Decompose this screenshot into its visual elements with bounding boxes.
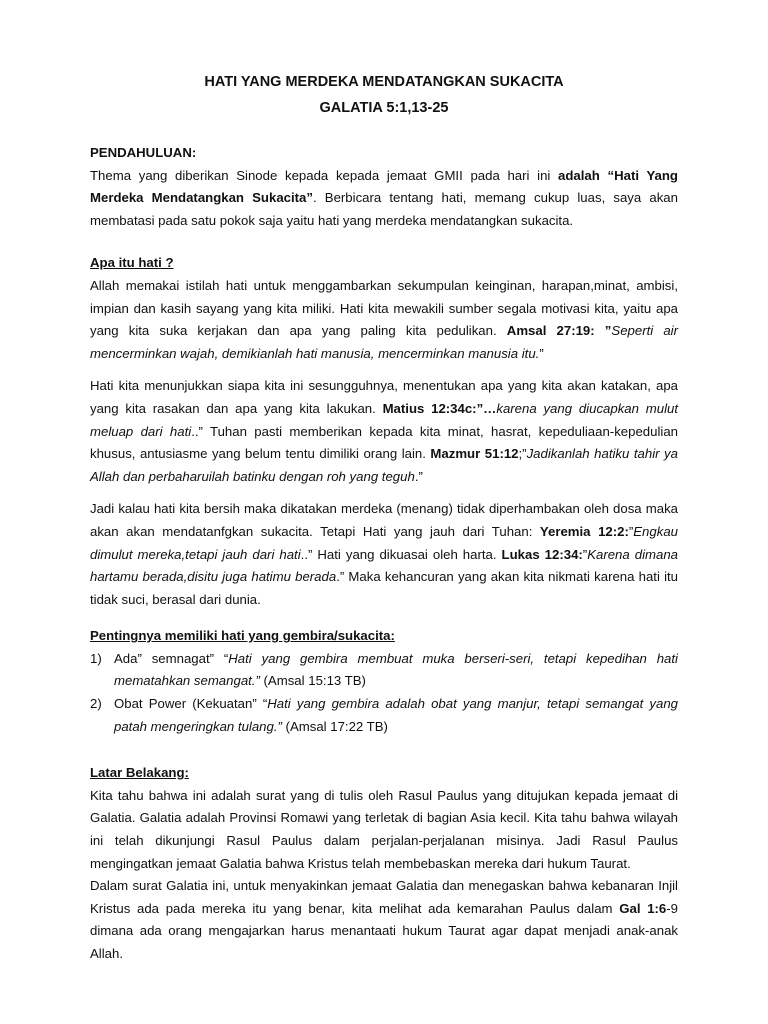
- pentingnya-section: [90, 625, 678, 738]
- intro-paragraph: [90, 165, 678, 233]
- text: Hati kita menunjukkan siapa kita ini sesungguhnya, menentukan apa yang kita akan katakan, apa yang kita rasakan dan apa yang kita lakukan.: [90, 378, 678, 416]
- apa-paragraph-3: [90, 498, 678, 611]
- verse-ref-yeremia-12: Yeremia 12:2:: [539, 523, 629, 539]
- scripture-reference: GALATIA 5:1,13-25: [319, 100, 449, 116]
- latar-paragraph-1: Kita tahu bahwa ini adalah surat yang di tulis oleh Rasul Paulus yang ditujukan kepada jemaat di Galatia. Galatia adalah Provinsi Romawi yang terletak di bagian Asia kecil. Kita tahu bahwa wilayah ini telah dikunjungi Rasul Paulus dalam perjalan-perjalanan misinya. Jadi Rasul Paulus mengingatkan jemaat Galatia bahwa Kristus telah membebaskan mereka dari hukum Taurat.: [90, 787, 678, 871]
- verse-ref-gal-1: Gal 1:6: [619, 900, 667, 916]
- verse-quote: Jadikanlah hatiku tahir ya Allah dan perbaharuilah batinku dengan roh yang teguh: [90, 446, 678, 484]
- apa-paragraph-1: [90, 275, 678, 365]
- verse-ref-matius-12: Matius 12:34c:”…: [382, 400, 497, 416]
- verse-quote: Karena dimana hartamu berada,disitu juga hatimu berada: [90, 546, 678, 585]
- text: Jadi kalau hati kita bersih maka dikatakan merdeka (menang) tidak diperhambakan oleh dosa maka akan akan mendatanfgkan sukacita. Tetapi Hati yang jauh dari Tuhan:: [90, 501, 678, 539]
- latar-paragraph-2: [90, 875, 678, 965]
- verse-ref-mazmur-51: Mazmur 51:12: [430, 446, 519, 462]
- verse-quote: karena yang diucapkan mulut meluap dari hati: [90, 400, 679, 439]
- verse-ref: (Amsal 17:22 TB): [281, 718, 388, 734]
- text: Ada” semnagat” “: [114, 650, 229, 666]
- document-title: HATI YANG MERDEKA MENDATANGKAN SUKACITA: [204, 74, 564, 90]
- list-number: 2): [90, 696, 102, 712]
- list-text: [114, 693, 678, 738]
- apa-paragraph-2: [90, 375, 678, 488]
- list-item: [90, 648, 678, 693]
- list-number: 1): [90, 650, 102, 666]
- verse-quote: Seperti air mencerminkan wajah, demikianlah hati manusia, mencerminkan manusia itu.: [90, 323, 678, 361]
- text: ”: [628, 523, 634, 539]
- verse-quote: Hati yang gembira adalah obat yang manjur, tetapi semangat yang patah mengeringkan tulang.”: [114, 696, 678, 734]
- text: .”: [414, 468, 423, 484]
- latar-belakang-heading: Latar Belakang:: [90, 765, 189, 781]
- apa-itu-hati-section: [90, 252, 678, 611]
- text: Obat Power (Kekuatan” “: [114, 696, 268, 712]
- apa-itu-hati-heading: Apa itu hati ?: [90, 255, 174, 271]
- verse-ref-lukas-12: Lukas 12:34:: [501, 546, 583, 562]
- list-item: [90, 693, 678, 738]
- text: ”: [582, 546, 588, 562]
- text: ”: [539, 345, 544, 361]
- intro-section: [90, 142, 678, 232]
- pentingnya-list: [90, 648, 678, 738]
- intro-text-end: . Berbicara tentang hati, memang cukup luas, saya akan membatasi pada satu pokok saja yaitu hati yang merdeka mendatangkan sukacita.: [90, 190, 678, 228]
- text: ..” Hati yang dikuasai oleh harta.: [300, 546, 502, 562]
- text: ;”: [518, 446, 527, 462]
- pentingnya-heading: Pentingnya memiliki hati yang gembira/sukacita:: [90, 628, 395, 644]
- verse-quote: Engkau dimulut mereka,tetapi jauh dari hati: [90, 523, 678, 562]
- list-text: [114, 648, 678, 693]
- intro-heading: PENDAHULUAN:: [90, 145, 197, 160]
- verse-ref: (Amsal 15:13 TB): [259, 673, 366, 689]
- text: Allah memakai istilah hati untuk menggambarkan sekumpulan keinginan, harapan,minat, ambisi, impian dan kasih sayang yang kita miliki. Hati kita mewakili sumber segala motivasi kita, yaitu apa yang kita suka kerjakan dan apa yang paling kita pedulikan.: [90, 277, 678, 339]
- text: ..” Tuhan pasti memberikan kepada kita minat, hasrat, kepeduliaan-kepedulian khusus, antusiasme yang belum tentu dimiliki orang lain.: [90, 423, 678, 462]
- text: Dalam surat Galatia ini, untuk menyakinkan jemaat Galatia dan menegaskan bahwa kebanaran Injil Kristus ada pada mereka itu yang benar, kita melihat ada kemarahan Paulus dalam: [90, 878, 678, 916]
- text: .” Maka kehancuran yang akan kita nikmati karena hati itu tidak suci, berasal dari dunia.: [90, 569, 679, 607]
- intro-text: Thema yang diberikan Sinode kepada kepada jemaat GMII pada hari ini: [90, 167, 559, 183]
- text: -9 dimana ada orang mengajarkan harus menantaati hukum Taurat agar dapat menjadi anak-anak Allah.: [90, 900, 678, 961]
- intro-theme: adalah “Hati Yang Merdeka Mendatangkan Sukacita”: [90, 167, 678, 206]
- verse-quote: Hati yang gembira membuat muka berseri-seri, tetapi kepedihan hati mematahkan semangat.”: [114, 650, 678, 689]
- verse-ref-amsal-27: Amsal 27:19: ”: [506, 323, 612, 339]
- latar-belakang-section: [90, 762, 678, 965]
